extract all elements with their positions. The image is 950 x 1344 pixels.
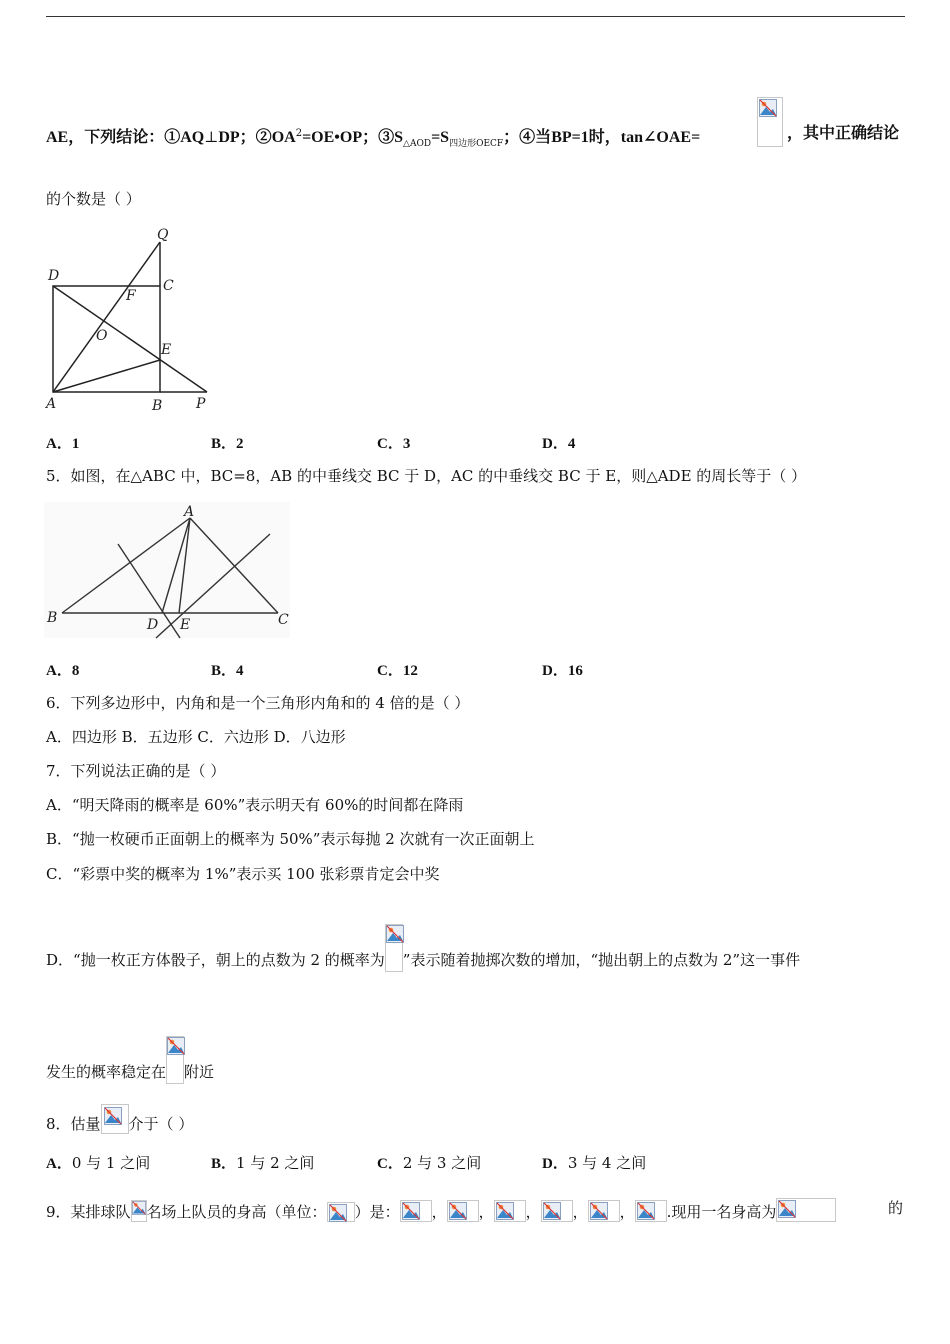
q8-option-b[interactable] xyxy=(211,1152,314,1173)
option-key: C． xyxy=(377,663,403,679)
q4-option-b[interactable] xyxy=(211,432,244,453)
q7-option-b[interactable]: B．“抛一枚硬币正面朝上的概率为 50%”表示每抛 2 次就有一次正面朝上 xyxy=(46,830,535,848)
broken-image-icon xyxy=(637,1202,655,1220)
option-value: 0 与 1 之间 xyxy=(71,1154,151,1172)
option-key: C． xyxy=(377,1156,403,1172)
broken-image-icon xyxy=(386,925,404,943)
option-value: 3 与 4 之间 xyxy=(567,1154,647,1172)
broken-image-icon xyxy=(104,1107,122,1125)
q4-text: BP=1 xyxy=(551,129,589,146)
option-value: 8 xyxy=(71,663,80,679)
q9-text: ， xyxy=(478,1203,494,1221)
q5-option-c[interactable] xyxy=(377,659,418,680)
q9-question xyxy=(46,1198,906,1222)
option-key: A． xyxy=(46,663,72,679)
q5-option-d[interactable] xyxy=(542,659,583,680)
segment-aq xyxy=(53,242,160,392)
unit-image xyxy=(327,1202,355,1222)
q4-text: 时， xyxy=(588,129,621,146)
q4-text: 2 xyxy=(295,128,303,139)
broken-image-icon xyxy=(590,1202,608,1220)
broken-image-icon xyxy=(329,1204,347,1222)
q9-text: ， xyxy=(525,1203,541,1221)
q4-text: =S xyxy=(431,129,450,146)
q8-text: 8．估量 xyxy=(46,1115,101,1133)
option-value: 3 xyxy=(402,436,411,452)
probability-image xyxy=(166,1036,184,1084)
option-value: 1 xyxy=(71,436,80,452)
option-value: 4 xyxy=(236,663,244,679)
q4-text: OA xyxy=(271,129,296,146)
q4-statement-line2: 的个数是（ ） xyxy=(46,190,141,208)
label-q: Q xyxy=(157,227,169,243)
q9-tail: 的 xyxy=(888,1199,904,1217)
label-b: B xyxy=(152,398,163,414)
q9-text: .现用一名身高为 xyxy=(666,1203,777,1221)
segment-ae xyxy=(53,360,160,392)
label-a: A xyxy=(184,504,195,520)
q6-options[interactable]: A．四边形 B．五边形 C．六边形 D．八边形 xyxy=(46,728,346,746)
option-value: 1 与 2 之间 xyxy=(236,1154,315,1172)
q9-text: ）是： xyxy=(354,1203,400,1221)
option-value: 16 xyxy=(567,663,583,679)
label-c: C xyxy=(163,278,174,294)
height-value-image xyxy=(494,1200,526,1222)
header-rule xyxy=(46,16,905,17)
q4-text: ⊥ xyxy=(204,128,219,146)
label-e: E xyxy=(161,342,172,358)
team-count-image xyxy=(131,1200,147,1222)
option-value: 2 与 3 之间 xyxy=(402,1154,482,1172)
broken-image-icon xyxy=(778,1200,796,1218)
label-p: P xyxy=(196,396,206,412)
label-d: D xyxy=(147,617,159,633)
tan-value-image xyxy=(757,97,783,147)
label-c: C xyxy=(278,612,289,628)
q4-statement-line1 xyxy=(46,124,700,154)
option-key: A． xyxy=(46,436,72,452)
q4-text: AQ xyxy=(180,129,205,146)
q4-text: ；③ xyxy=(362,129,395,146)
q4-geometry-figure xyxy=(40,222,220,414)
q7-question: 7．下列说法正确的是（ ） xyxy=(46,762,226,780)
option-key: D． xyxy=(542,1156,568,1172)
q9-text: ， xyxy=(619,1203,635,1221)
label-e: E xyxy=(180,617,191,633)
broken-image-icon xyxy=(132,1201,146,1215)
q4-text: DP xyxy=(218,129,240,146)
label-b: B xyxy=(47,610,58,626)
label-a: A xyxy=(46,396,57,412)
q4-text: AE，下列结论：① xyxy=(46,129,181,146)
option-key: D． xyxy=(542,436,568,452)
height-value-image xyxy=(635,1200,667,1222)
q9-text: ， xyxy=(572,1203,588,1221)
estimate-expression-image xyxy=(101,1104,129,1134)
q8-option-d[interactable] xyxy=(542,1152,646,1173)
q7-d-text: ”表示随着抛掷次数的增加，“抛出朝上的点数为 2”这一事件 xyxy=(402,951,801,969)
broken-image-icon xyxy=(167,1037,185,1055)
broken-image-icon xyxy=(543,1202,561,1220)
q8-option-c[interactable] xyxy=(377,1152,481,1173)
q6-question: 6．下列多边形中，内角和是一个三角形内角和的 4 倍的是（ ） xyxy=(46,694,470,712)
q5-option-a[interactable] xyxy=(46,659,79,680)
broken-image-icon xyxy=(496,1202,514,1220)
q7-option-c[interactable]: C．“彩票中奖的概率为 1%”表示买 100 张彩票肯定会中奖 xyxy=(46,865,440,883)
q4-text: S xyxy=(394,129,404,146)
height-value-image xyxy=(447,1200,479,1222)
height-value-image xyxy=(588,1200,620,1222)
height-value-image xyxy=(400,1200,432,1222)
option-value: 12 xyxy=(402,663,418,679)
q4-text: ；② xyxy=(239,129,272,146)
q4-tail-text: ，其中正确结论 xyxy=(787,125,900,142)
q4-option-a[interactable] xyxy=(46,432,79,453)
q4-text: ；④当 xyxy=(503,129,552,146)
q4-text: tan∠OAE= xyxy=(620,129,701,146)
q7-option-d-line2 xyxy=(46,1034,214,1082)
option-key: D． xyxy=(542,663,568,679)
q4-text: =OE•OP xyxy=(302,129,363,146)
q4-option-c[interactable] xyxy=(377,432,410,453)
option-key: B． xyxy=(211,663,237,679)
option-value: 2 xyxy=(236,436,244,452)
option-key: B． xyxy=(211,436,237,452)
q4-text: △AOD xyxy=(403,139,432,149)
label-d: D xyxy=(48,268,60,284)
q9-text: ， xyxy=(431,1203,447,1221)
q4-text: 四边形OECF xyxy=(449,139,504,149)
q8-option-a[interactable] xyxy=(46,1152,150,1173)
broken-image-icon xyxy=(759,99,777,117)
q7-option-d-line1[interactable] xyxy=(46,922,800,970)
option-key: B． xyxy=(211,1156,237,1172)
probability-image xyxy=(385,924,403,972)
broken-image-icon xyxy=(449,1202,467,1220)
q7-d-text: 附近 xyxy=(184,1063,215,1081)
new-player-height-image xyxy=(776,1198,836,1222)
q5-triangle-figure xyxy=(44,502,292,640)
option-key: A． xyxy=(46,1156,72,1172)
height-value-image xyxy=(541,1200,573,1222)
q5-option-b[interactable] xyxy=(211,659,244,680)
option-key: C． xyxy=(377,436,403,452)
q7-option-a[interactable]: A．“明天降雨的概率是 60%”表示明天有 60%的时间都在降雨 xyxy=(46,796,464,814)
q9-text: 名场上队员的身高（单位： xyxy=(146,1203,327,1221)
q7-d-text: 发生的概率稳定在 xyxy=(46,1063,167,1081)
q8-text: 介于（ ） xyxy=(128,1115,194,1133)
q8-question xyxy=(46,1104,193,1134)
broken-image-icon xyxy=(402,1202,420,1220)
q5-question: 5．如图，在△ABC 中，BC=8，AB 的中垂线交 BC 于 D，AC 的中垂线交 BC 于 E，则△ADE 的周长等于（ ） xyxy=(46,467,807,485)
q4-option-d[interactable] xyxy=(542,432,575,453)
q7-d-text: D．“抛一枚正方体骰子，朝上的点数为 2 的概率为 xyxy=(46,951,385,969)
q9-text: 9．某排球队 xyxy=(46,1203,131,1221)
option-value: 4 xyxy=(567,436,576,452)
label-f: F xyxy=(126,288,136,304)
label-o: O xyxy=(96,328,108,344)
